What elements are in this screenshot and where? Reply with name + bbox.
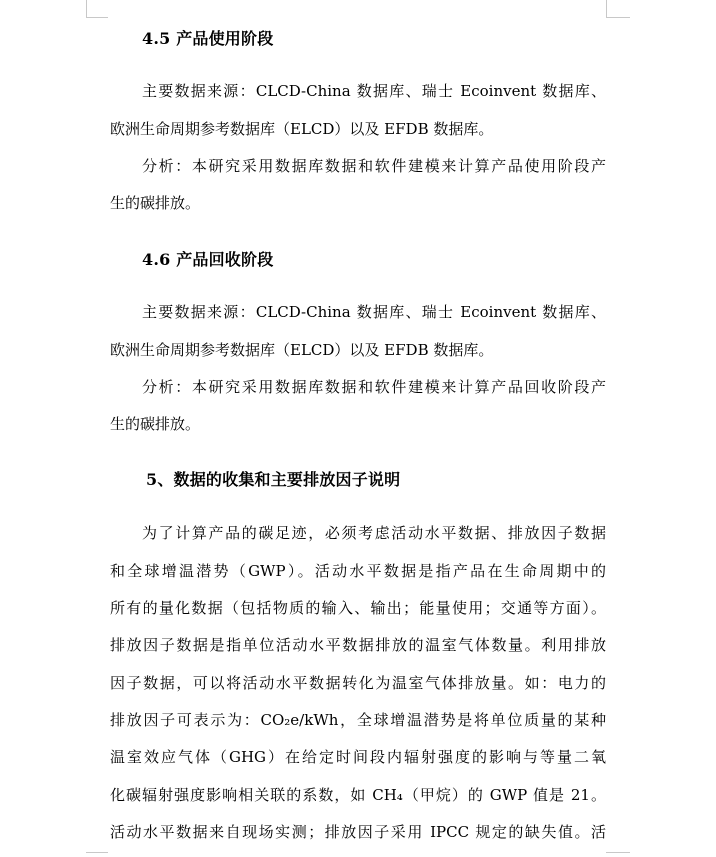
paragraph-line: 主要数据来源：CLCD-China 数据库、瑞士 Ecoinvent 数据库、: [142, 82, 606, 100]
paragraph-line: 生的碳排放。: [110, 415, 201, 433]
crop-mark-bottom-right: [606, 852, 630, 853]
paragraph-line: 活动水平数据来自现场实测；排放因子采用 IPCC 规定的缺失值。活: [110, 823, 606, 841]
paragraph-line: 生的碳排放。: [110, 194, 201, 212]
crop-mark-bottom-left: [86, 852, 108, 853]
crop-mark-top-right: [606, 17, 630, 18]
paragraph-line: 分析：本研究采用数据库数据和软件建模来计算产品回收阶段产: [142, 378, 606, 396]
paragraph-line: 主要数据来源：CLCD-China 数据库、瑞士 Ecoinvent 数据库、: [142, 303, 606, 321]
paragraph-line: 所有的量化数据（包括物质的输入、输出；能量使用；交通等方面）。: [110, 599, 606, 617]
paragraph-line: 因子数据，可以将活动水平数据转化为温室气体排放量。如：电力的: [110, 674, 606, 692]
section-heading: 4.5 产品使用阶段: [142, 29, 274, 48]
crop-mark-top-left: [86, 0, 87, 17]
paragraph-line: 分析：本研究采用数据库数据和软件建模来计算产品使用阶段产: [142, 157, 606, 175]
section-heading: 5、数据的收集和主要排放因子说明: [146, 470, 401, 489]
section-heading: 4.6 产品回收阶段: [142, 250, 274, 269]
paragraph-line: 为了计算产品的碳足迹，必须考虑活动水平数据、排放因子数据: [142, 524, 606, 542]
paragraph-line: 化碳辐射强度影响相关联的系数，如 CH₄（甲烷）的 GWP 值是 21。: [110, 786, 606, 804]
crop-mark-top-left: [86, 17, 108, 18]
paragraph-line: 欧洲生命周期参考数据库（ELCD）以及 EFDB 数据库。: [110, 341, 494, 359]
crop-mark-top-right: [606, 0, 607, 17]
paragraph-line: 排放因子可表示为：CO₂e/kWh，全球增温潜势是将单位质量的某种: [110, 711, 606, 729]
paragraph-line: 欧洲生命周期参考数据库（ELCD）以及 EFDB 数据库。: [110, 120, 494, 138]
paragraph-line: 和全球增温潜势（GWP）。活动水平数据是指产品在生命周期中的: [110, 562, 606, 580]
paragraph-line: 排放因子数据是指单位活动水平数据排放的温室气体数量。利用排放: [110, 636, 606, 654]
paragraph-line: 温室效应气体（GHG）在给定时间段内辐射强度的影响与等量二氧: [110, 748, 606, 766]
